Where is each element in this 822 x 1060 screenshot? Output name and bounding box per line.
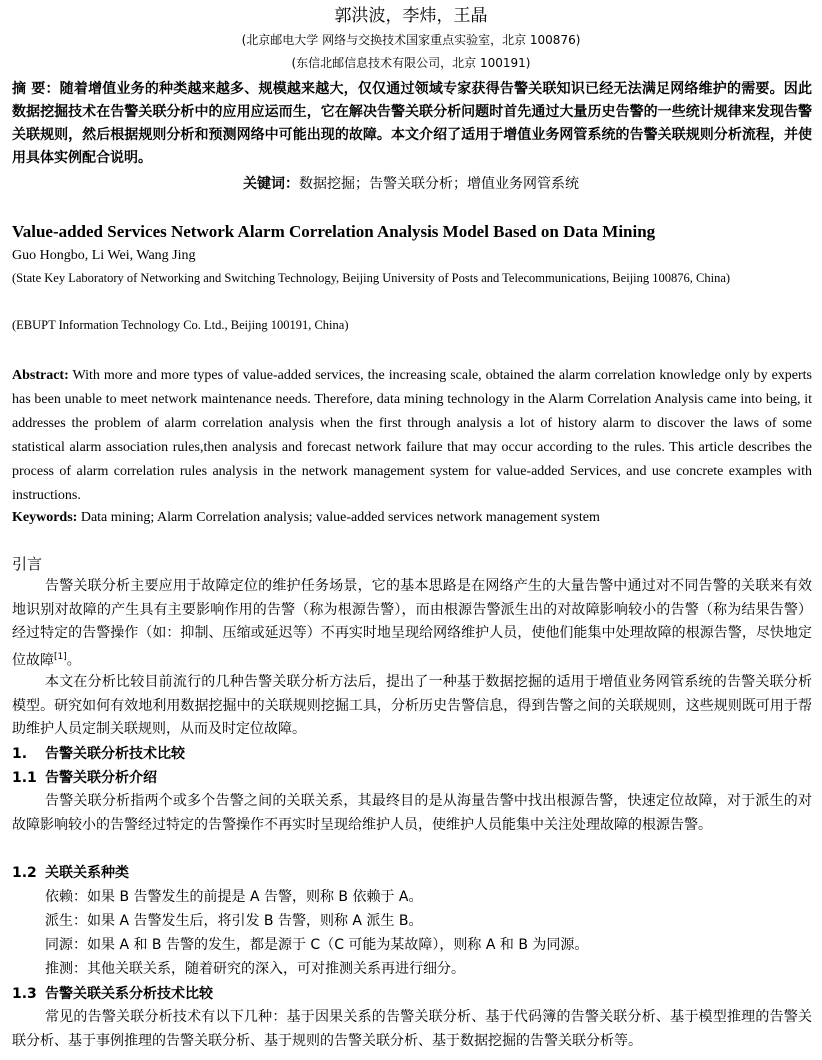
cn-abstract-text: 随着增值业务的种类越来越多、规模越来越大，仅仅通过领域专家获得告警关联知识已经无法满足网络维护的需要。因此数据挖掘技术在告警关联分析中的应用应运而生，它在解决告警关联分析问题时首先通过大量历史告警的一些统计规律来发现告警关联规则，然后根据规则分析和预测网络中可能出现的故障。本文介绍了适用于增值业务网管系统的告警关联规则分析流程，并使用具体实例配合说明。 — [12, 81, 812, 166]
cn-abstract — [12, 78, 812, 170]
relation-item: 派生：如果 A 告警发生后，将引发 B 告警，则称 A 派生 B。 — [45, 913, 423, 929]
cn-keywords — [0, 173, 822, 195]
en-authors: Guo Hongbo, Li Wei, Wang Jing — [12, 248, 196, 263]
en-keywords-label: Keywords: — [12, 510, 78, 525]
en-affiliation-1: (State Key Laboratory of Networking and Switching Technology, Beijing University of Posts and Telecommunications, Beijing 100876, China) — [12, 271, 731, 285]
en-affiliation-2: (EBUPT Information Technology Co. Ltd., Beijing 100191, China) — [12, 318, 349, 332]
en-abstract-text: With more and more types of value-added services, the increasing scale, obtained the alarm correlation knowledge only by experts has been unable to meet network maintenance needs. Therefore, data mining technology in the Alarm Correlation Analysis came into being, it addresses the problem of alarm correlation analysis when the first through analysis a lot of history alarm to discover the laws of some statistical alarm association rules,then analysis and forecast network failure that may occur according to the rules. This article describes the process of alarm correlation rules analysis in the network management system for value-added Services, and use concrete examples with instructions. — [12, 368, 812, 503]
en-keywords — [12, 507, 812, 529]
cn-affiliation-1: (北京邮电大学 网络与交换技术国家重点实验室，北京 100876) — [241, 33, 581, 47]
cn-keywords-label: 关键词： — [243, 176, 299, 192]
cn-keywords-text: 数据挖掘；告警关联分析；增值业务网管系统 — [299, 176, 579, 192]
section-1-3-title: 告警关联关系分析技术比较 — [45, 986, 213, 1002]
cn-abstract-label: 摘 要： — [12, 81, 60, 97]
relation-item: 依赖：如果 B 告警发生的前提是 A 告警，则称 B 依赖于 A。 — [45, 889, 423, 905]
intro-p1-text: 告警关联分析主要应用于故障定位的维护任务场景，它的基本思路是在网络产生的大量告警中通过对不同告警的关联来有效地识别对故障的产生具有主要影响作用的告警（称为根源告警），而由根源告警派生出的对故障影响较小的告警（称为结果告警）经过特定的告警操作（如：抑制、压缩或延迟等）不再实时地呈现给网络维护人员，使他们能集中处理故障的根源告警，尽快地定位故障 — [12, 578, 812, 669]
intro-paragraph-1 — [12, 575, 812, 673]
en-abstract — [12, 364, 812, 508]
en-title: Value-added Services Network Alarm Correlation Analysis Model Based on Data Mining — [12, 222, 656, 241]
section-1-3-heading — [12, 983, 213, 1005]
section-1-2-number: 1.2 — [12, 865, 37, 881]
section-1-number: 1. — [12, 746, 28, 762]
section-1-3-text: 常见的告警关联分析技术有以下几种：基于因果关系的告警关联分析、基于代码簿的告警关联分析、基于模型推理的告警关联分析、基于事例推理的告警关联分析、基于规则的告警关联分析、基于数据挖掘的告警关联分析等。 — [12, 1009, 812, 1049]
intro-heading: 引言 — [12, 555, 43, 573]
citation-ref: [1] — [54, 651, 67, 662]
section-1-2-heading — [12, 862, 129, 884]
cn-authors: 郭洪波，李炜，王晶 — [334, 6, 488, 26]
cn-affiliation-2: (东信北邮信息技术有限公司，北京 100191) — [291, 56, 531, 70]
section-1-1-heading — [12, 767, 157, 789]
section-1-2-title: 关联关系种类 — [45, 865, 129, 881]
intro-p1-end: 。 — [66, 652, 81, 669]
relation-item: 推测：其他关联关系，随着研究的深入，可对推测关系再进行细分。 — [45, 961, 465, 977]
section-1-1-number: 1.1 — [12, 770, 37, 786]
en-keywords-text: Data mining; Alarm Correlation analysis; value-added services network management system — [80, 510, 600, 525]
en-abstract-label: Abstract: — [12, 368, 69, 383]
intro-paragraph-2: 本文在分析比较目前流行的几种告警关联分析方法后，提出了一种基于数据挖掘的适用于增值业务网管系统的告警关联分析模型。研究如何有效地利用数据挖掘中的关联规则挖掘工具，分析历史告警信息，得到告警之间的关联规则，这些规则既可用于帮助维护人员定制关联规则，从而及时定位故障。 — [12, 674, 812, 737]
section-1-title: 告警关联分析技术比较 — [45, 746, 185, 762]
section-1-3-number: 1.3 — [12, 986, 37, 1002]
relation-item: 同源：如果 A 和 B 告警的发生，都是源于 C（C 可能为某故障），则称 A 和 B 为同源。 — [45, 937, 589, 953]
section-1-1-text: 告警关联分析指两个或多个告警之间的关联关系，其最终目的是从海量告警中找出根源告警，快速定位故障，对于派生的对故障影响较小的告警经过特定的告警操作不再实时呈现给维护人员，使维护人员能集中关注处理故障的根源告警。 — [12, 793, 812, 833]
section-1-heading — [12, 743, 185, 765]
section-1-1-title: 告警关联分析介绍 — [45, 770, 157, 786]
